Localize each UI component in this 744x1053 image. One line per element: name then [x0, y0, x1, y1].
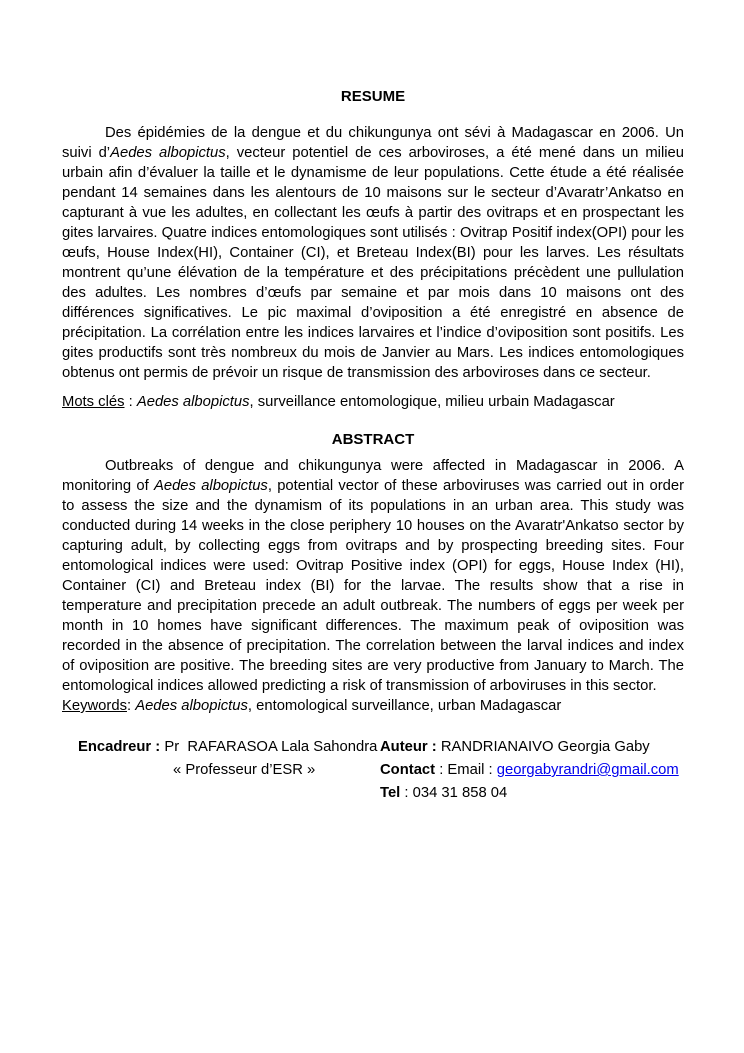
mots-cles-label: Mots clés [62, 394, 125, 410]
abstract-text-after-species: , potential vector of these arboviruses was carried out in order to assess the size and the dynamism of its populations in an urban area. This study was conducted during 14 weeks in the close periphery 10 houses on the Avaratr'Ankatso sector by capturing adult, by collecting eggs from ovitraps and by prospecting breeding sites. Four entomological indices were used: Ovitrap Positive index (OPI) for eggs, House Index (HI), Container (CI) and Breteau index (BI) for the larvae. The results show that a rise in temperature and precipitation precede an adult outbreak. The numbers of eggs per week per month in 10 homes have significant differences. The maximum peak of oviposition was recorded in the absence of precipitation. The correlation between the larval indices and index of oviposition are positive. The breeding sites are very productive from January to March. The entomological indices allowed predicting a risk of transmission of arboviruses in this sector. [62, 478, 685, 694]
contact-email-link[interactable]: georgabyrandri@gmail.com [496, 762, 679, 778]
tel-line [380, 782, 684, 805]
contact-label: Contact [380, 762, 436, 778]
keywords-label: Keywords [62, 698, 127, 714]
keywords-separator: : [126, 698, 136, 714]
encadreur-name: Pr RAFARASOA Lala Sahondra [160, 739, 378, 755]
encadreur-title: « Professeur d’ESR » [173, 762, 316, 778]
keywords-rest: , entomological surveillance, urban Madagascar [247, 698, 562, 714]
abstract-paragraph [62, 456, 684, 696]
keywords-line [62, 696, 684, 716]
mots-cles-line [62, 392, 684, 412]
auteur-label: Auteur : [380, 739, 437, 755]
abstract-text-before-species: Outbreaks of dengue and chikungunya were affected in Madagascar in 2006. A monitoring of [62, 458, 684, 494]
tel-value: : 034 31 858 04 [400, 785, 508, 801]
abstract-heading: ABSTRACT [331, 431, 415, 448]
resume-paragraph [62, 123, 684, 383]
keywords-species-italic: Aedes albopictus [135, 698, 248, 714]
encadreur-label: Encadreur : [78, 739, 161, 755]
resume-text-before-species: Des épidémies de la dengue et du chikungunya ont sévi à Madagascar en 2006. Un suivi d’ [62, 125, 684, 161]
species-name-italic: Aedes albopictus [153, 478, 268, 494]
tel-label: Tel [380, 785, 401, 801]
signature-block [62, 736, 684, 805]
auteur-name: RANDRIANAIVO Georgia Gaby [436, 739, 650, 755]
mots-cles-species-italic: Aedes albopictus [136, 394, 250, 410]
encadreur-line [78, 736, 380, 759]
mots-cles-separator: : [124, 394, 137, 410]
resume-heading: RESUME [340, 88, 406, 105]
contact-line [380, 759, 684, 782]
species-name-italic: Aedes albopictus [110, 145, 226, 161]
auteur-line [380, 736, 684, 759]
auteur-column [380, 736, 684, 805]
encadreur-column [62, 736, 380, 805]
mots-cles-rest: , surveillance entomologique, milieu urbain Madagascar [249, 394, 615, 410]
resume-text-after-species: , vecteur potentiel de ces arboviroses, a été mené dans un milieu urbain afin d’évaluer la taille et le dynamisme de leur populations. Cette étude a été réalisée pendant 14 semaines dans les alentours de 10 maisons sur le secteur d’Avaratr’Ankatso en capturant à vue les adultes, en collectant les œufs à partir des ovitraps et en prospectant les gites larvaires. Quatre indices entomologiques sont utilisés : Ovitrap Positif index(OPI) pour les œufs, House Index(HI), Container (CI), et Breteau Index(BI) pour les larves. Les résultats montrent qu’une élévation de la température et des précipitations précèdent une pullulation des adultes. Les nombres d’œufs par semaine et par mois dans 10 maisons ont des différences significatives. Le pic maximal d’oviposition a été enregistré en absence de précipitation. La corrélation entre les indices larvaires et l’indice d’oviposition sont positifs. Les gites productifs sont très nombreux du mois de Janvier au Mars. Les indices entomologiques obtenus ont permis de prévoir un risque de transmission des arboviroses dans ce secteur. [62, 145, 684, 381]
contact-separator: : Email : [435, 762, 497, 778]
